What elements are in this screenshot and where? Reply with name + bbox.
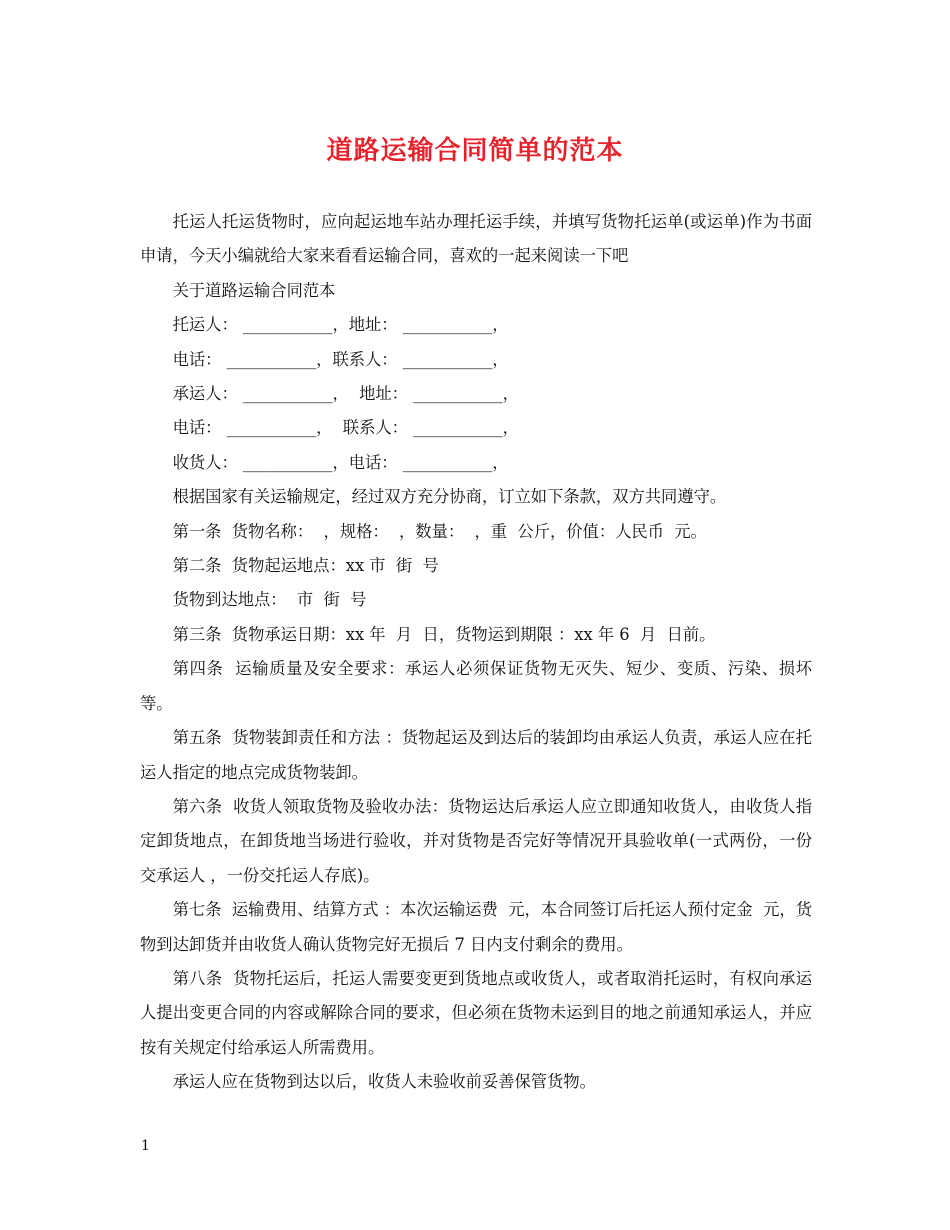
paragraph-intro: 托运人托运货物时，应向起运地车站办理托运手续，并填写货物托运单(或运单)作为书面申请，今天小编就给大家来看看运输合同，喜欢的一起来阅读一下吧 — [140, 212, 812, 266]
field-shipper-phone: 电话： ___________，联系人： ___________， — [172, 349, 509, 369]
clause-7: 第七条 运输费用、结算方式 ：本次运输运费 元，本合同签订后托运人预付定金 元，货物到达卸货并由收货人确认货物完好无损后 7 日内支付剩余的费用。 — [140, 900, 812, 954]
clause-3: 第三条 货物承运日期：xx 年 月 日，货物运到期限 ：xx 年 6 月 日前。 — [172, 624, 716, 644]
field-shipper: 托运人： ___________，地址： ___________， — [172, 315, 509, 335]
field-carrier-phone: 电话： ___________， 联系人： ___________， — [172, 418, 519, 438]
clause-1: 第一条 货物名称： ，规格： ，数量： ，重 公斤，价值：人民币 元。 — [172, 521, 707, 541]
clause-4: 第四条 运输质量及安全要求：承运人必须保证货物无灭失、短少、变质、污染、损坏等。 — [140, 659, 812, 713]
field-consignee: 收货人： ___________，电话： ___________， — [172, 452, 509, 472]
document-body — [140, 205, 812, 1100]
clause-5: 第五条 货物装卸责任和方法 ：货物起运及到达后的装卸均由承运人负责，承运人应在托运人指定的地点完成货物装卸。 — [140, 728, 812, 782]
clause-8: 第八条 货物托运后，托运人需要变更到货地点或收货人，或者取消托运时，有权向承运人提出变更合同的内容或解除合同的要求，但必须在货物未运到目的地之前通知承运人，并应按有关规定付给承运人所需费用。 — [140, 968, 812, 1057]
document-title: 道路运输合同简单的范本 — [326, 136, 624, 166]
page-number: 1 — [141, 1138, 150, 1154]
paragraph-closing: 承运人应在货物到达以后，收货人未验收前妥善保管货物。 — [172, 1072, 596, 1092]
paragraph-heading: 关于道路运输合同范本 — [172, 280, 336, 300]
clause-2-destination: 货物到达地点： 市 街 号 — [172, 590, 367, 610]
clause-2: 第二条 货物起运地点：xx 市 街 号 — [172, 556, 439, 576]
clause-6: 第六条 收货人领取货物及验收办法：货物运达后承运人应立即通知收货人，由收货人指定卸货地点，在卸货地当场进行验收，并对货物是否完好等情况开具验收单(一式两份，一份交承运人 ，一份交托运人存底)。 — [140, 796, 812, 885]
field-carrier: 承运人： ___________， 地址： ___________， — [172, 384, 519, 404]
paragraph-agreement: 根据国家有关运输规定，经过双方充分协商，订立如下条款，双方共同遵守。 — [172, 487, 727, 507]
